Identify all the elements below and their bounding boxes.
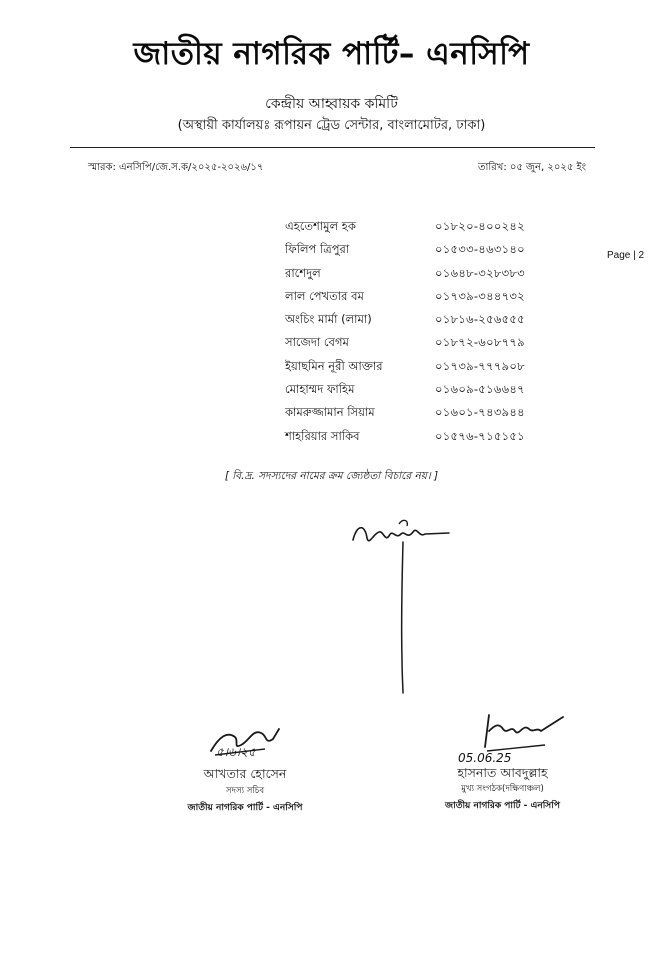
member-phone: ০১৬০৯-৫১৬৬৪৭ (435, 382, 525, 397)
header-divider (70, 147, 595, 148)
signatory-org: জাতীয় নাগরিক পার্টি - এনসিপি (445, 801, 560, 811)
list-item (285, 288, 545, 311)
member-name: মোহাম্মদ ফাহিম (285, 382, 355, 397)
member-name: ফিলিপ ত্রিপুরা (285, 242, 350, 257)
list-item (285, 358, 545, 381)
list-item (285, 241, 545, 264)
committee-subtitle: কেন্দ্রীয় আহ্বায়ক কমিটি (265, 96, 398, 112)
party-title: জাতীয় নাগরিক পার্টি– এনসিপি (133, 36, 530, 72)
signature-left-date: ৫।৬।২৫ (216, 745, 256, 759)
member-name: এহতেশামুল হক (285, 219, 356, 233)
member-name: সাজেদা বেগম (285, 335, 349, 350)
list-item (285, 265, 545, 288)
member-name: অংচিং মার্মা (লামা) (285, 312, 372, 327)
member-phone: ০১৮৭২-৬০৮৭৭৯ (435, 335, 525, 350)
member-name: কামরুজ্জামান সিয়াম (285, 405, 375, 420)
signatory-left-role-wrap (175, 784, 315, 798)
signatory-right-role-wrap (420, 782, 585, 796)
signatory-name: আখতার হোসেন (203, 766, 287, 781)
list-item (285, 334, 545, 357)
list-item (285, 428, 545, 451)
member-list (285, 218, 545, 451)
signature-right-date: 05.06.25 (458, 751, 512, 765)
memo-reference: স্মারক: এনসিপি/জে.স.ক/২০২৫-২০২৬/১৭ (88, 162, 264, 173)
disclaimer-note: [ বি.দ্র. সদস্যদের নামের ক্রম জ্যেষ্ঠতা বিচারে নয়। ] (224, 470, 439, 482)
memo-date: তারিখ: ০৫ জুন, ২০২৫ ইং (478, 162, 587, 173)
list-item (285, 404, 545, 427)
signatory-left-org-wrap (175, 800, 315, 815)
approval-stroke (393, 540, 413, 695)
signatory-role: সদস্য সচিব (225, 786, 265, 796)
page-number: Page | 2 (607, 250, 645, 261)
list-item (285, 311, 545, 334)
member-phone: ০১৬৪৮-৩২৮৩৮৩ (435, 265, 525, 280)
member-name: ইয়াছমিন নূরী আক্তার (285, 358, 383, 373)
signatory-right-org-wrap (420, 798, 585, 813)
member-phone: ০১৮১৬-২৫৬৫৫৫ (435, 312, 525, 327)
member-phone: ০১৫৩৩-৪৬৩১৪০ (435, 242, 525, 257)
signatory-org: জাতীয় নাগরিক পার্টি - এনসিপি (187, 803, 303, 813)
member-name: লাল পেখতার বম (285, 288, 364, 303)
list-item (285, 218, 545, 241)
list-item (285, 381, 545, 404)
member-phone: ০১৭৩৯-৩৪৪৭৩২ (435, 288, 525, 303)
member-phone: ০১৮২০-৪০০২৪২ (435, 219, 525, 233)
member-phone: ০১৬০১-৭৪৩৯৪৪ (435, 405, 525, 420)
office-address: (অস্থায়ী কার্যালয়ঃ রূপায়ন ট্রেড সেন্টার, বাংলামোটর, ঢাকা) (177, 118, 486, 133)
signatory-name: হাসনাত আবদুল্লাহ (457, 765, 548, 780)
member-phone: ০১৫৭৬-৭১৫১৫১ (435, 428, 525, 443)
signatory-role: মুখ্য সংগঠক(দক্ষিণাঞ্চল) (461, 784, 544, 794)
member-phone: ০১৭৩৯-৭৭৭৯০৮ (435, 358, 525, 373)
member-name: রাশেদুল (285, 265, 321, 280)
signatory-left-name (175, 766, 315, 786)
member-name: শাহরিয়ার সাকিব (285, 428, 360, 443)
